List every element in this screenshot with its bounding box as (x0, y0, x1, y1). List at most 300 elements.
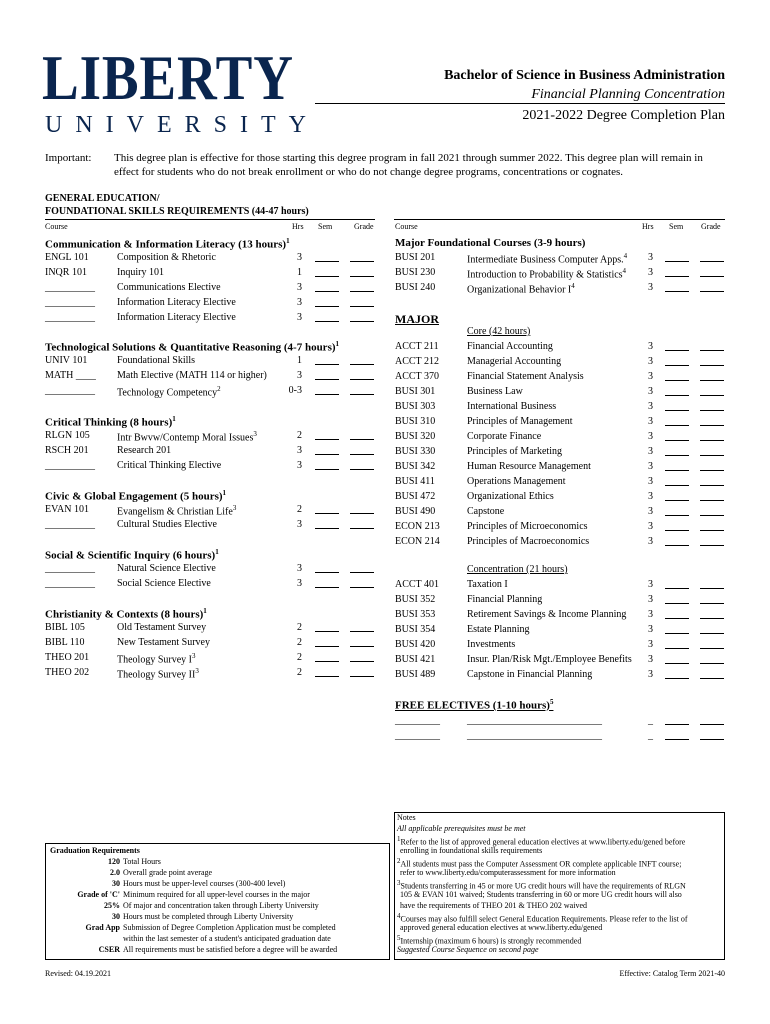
col-course-left: Course (45, 222, 68, 231)
course-name: Theology Survey $II^3$ (117, 667, 199, 681)
grade-blank[interactable] (700, 522, 724, 531)
course-hours: _ (648, 730, 653, 741)
grad-req-value: Hours must be completed through Liberty University (123, 912, 294, 921)
course-name: Evangelism & Christian Life$^3$ (117, 504, 237, 518)
course-code: BUSI 420 (395, 639, 436, 650)
course-name: Financial Planning (467, 594, 543, 605)
important-text-2: effect for students who do not break enrollment or who do not change degree programs, concentrations or cognates. (114, 166, 623, 178)
grade-blank[interactable] (700, 447, 724, 456)
course-name: Corporate Finance (467, 431, 542, 442)
important-text-1: This degree plan is effective for those starting this degree program in fall 2021 through summer 2022. This degree plan will remain in (114, 152, 703, 164)
course-name: Information Literacy Elective (117, 312, 236, 323)
course-name: Business Law (467, 386, 523, 397)
course-hours: 3 (648, 609, 653, 620)
semester-blank[interactable] (315, 505, 339, 514)
col-course-right: Course (395, 222, 418, 231)
course-code: BUSI 310 (395, 416, 436, 427)
course-hours: 3 (648, 579, 653, 590)
semester-blank[interactable] (315, 283, 339, 292)
course-code: BIBL 105 (45, 622, 85, 633)
grade-blank[interactable] (350, 653, 374, 662)
grade-blank[interactable] (700, 670, 724, 679)
grade-blank[interactable] (700, 402, 724, 411)
gened-rule (45, 219, 375, 220)
grade-blank[interactable] (700, 595, 724, 604)
grade-blank[interactable] (700, 387, 724, 396)
semester-blank[interactable] (665, 432, 689, 441)
course-hours: 3 (648, 356, 653, 367)
semester-blank[interactable] (665, 670, 689, 679)
grad-title: Graduation Requirements (50, 846, 140, 855)
note-line: approved general education electives at www.liberty.edu/gened (400, 923, 603, 932)
semester-blank[interactable] (665, 640, 689, 649)
col-grade-left: Grade (354, 222, 374, 231)
course-hours: 3 (648, 401, 653, 412)
course-name: Capstone in Financial Planning (467, 669, 593, 680)
note-line: 105 & EVAN 101 waived; Students transferring in 60 or more UG credit hours will also (400, 890, 682, 899)
course-hours: 3 (648, 252, 653, 263)
semester-blank[interactable] (665, 507, 689, 516)
logo-university: UNIVERSITY (45, 112, 319, 138)
semester-blank[interactable] (665, 625, 689, 634)
course-code: ACCT 370 (395, 371, 439, 382)
course-code: BUSI 201 (395, 252, 436, 263)
gened-title-1: GENERAL EDUCATION/ (45, 193, 160, 204)
course-code: __________ (45, 282, 95, 293)
grade-blank[interactable] (700, 253, 724, 262)
grade-blank[interactable] (350, 431, 374, 440)
grade-blank[interactable] (350, 298, 374, 307)
course-name: ___________________________ (467, 730, 602, 741)
course-code: BUSI 489 (395, 669, 436, 680)
logo-liberty: LIBERTY (42, 42, 294, 113)
grade-blank[interactable] (350, 505, 374, 514)
gened-title-2: FOUNDATIONAL SKILLS REQUIREMENTS (44-47 hours) (45, 206, 309, 217)
semester-blank[interactable] (315, 431, 339, 440)
course-code: ECON 214 (395, 536, 440, 547)
course-hours: 2 (297, 622, 302, 633)
grade-blank[interactable] (350, 579, 374, 588)
semester-blank[interactable] (315, 298, 339, 307)
grade-blank[interactable] (350, 520, 374, 529)
semester-blank[interactable] (665, 357, 689, 366)
course-code: BUSI 472 (395, 491, 436, 502)
footnote-marker: 1 (203, 607, 207, 615)
grad-req-key: CSER (98, 945, 120, 954)
course-name: Operations Management (467, 476, 566, 487)
course-hours: 3 (648, 282, 653, 293)
course-name: Critical Thinking Elective (117, 460, 222, 471)
semester-blank[interactable] (665, 580, 689, 589)
course-code: __________ (45, 312, 95, 323)
semester-blank[interactable] (315, 668, 339, 677)
course-name: Principles of Marketing (467, 446, 562, 457)
semester-blank[interactable] (315, 653, 339, 662)
grade-blank[interactable] (700, 283, 724, 292)
course-code: BUSI 342 (395, 461, 436, 472)
course-name: Information Literacy Elective (117, 297, 236, 308)
core-title: Core (42 hours) (467, 326, 531, 337)
semester-blank[interactable] (665, 253, 689, 262)
grade-blank[interactable] (350, 386, 374, 395)
course-code: BUSI 353 (395, 609, 436, 620)
course-code: __________ (45, 563, 95, 574)
course-name: Technology Competency$^2$ (117, 385, 221, 399)
important-label: Important: (45, 152, 92, 164)
grade-blank[interactable] (350, 638, 374, 647)
note-line: $^4$Courses may also fulfill select General Education Requirements. Please refer to the list of (397, 912, 688, 924)
course-code: __________ (45, 519, 95, 530)
course-hours: 3 (648, 446, 653, 457)
grad-req-value: Overall grade point average (123, 868, 213, 877)
semester-blank[interactable] (315, 461, 339, 470)
course-name: Cultural Studies Elective (117, 519, 217, 530)
course-code: BUSI 411 (395, 476, 435, 487)
course-hours: 3 (648, 267, 653, 278)
semester-blank[interactable] (665, 342, 689, 351)
course-code: RLGN 105 (45, 430, 90, 441)
course-code: ECON 213 (395, 521, 440, 532)
course-name: Introduction to Probability & Statistics$^4$ (467, 267, 627, 281)
course-name: ___________________________ (467, 715, 602, 726)
course-name: Composition & Rhetoric (117, 252, 216, 263)
footnote-marker: 3 (232, 504, 237, 512)
notes-title: Notes (397, 813, 416, 822)
free-electives-title: FREE ELECTIVES (1-10 hours)$^5$ (395, 698, 554, 712)
grad-req-key: 30 (112, 879, 120, 888)
course-code: BUSI 320 (395, 431, 436, 442)
semester-blank[interactable] (665, 537, 689, 546)
footnote-marker: 5 (397, 934, 401, 942)
col-sem-right: Sem (669, 222, 684, 231)
footnote-marker: 4 (397, 912, 401, 920)
grade-blank[interactable] (700, 537, 724, 546)
semester-blank[interactable] (315, 371, 339, 380)
col-grade-right: Grade (701, 222, 721, 231)
course-hours: 2 (297, 430, 302, 441)
footnote-marker: 1 (286, 237, 290, 245)
course-code: __________ (45, 385, 95, 396)
grad-req-key: 120 (108, 857, 120, 866)
course-hours: 2 (297, 652, 302, 663)
grade-blank[interactable] (700, 492, 724, 501)
semester-blank[interactable] (665, 387, 689, 396)
semester-blank[interactable] (665, 492, 689, 501)
semester-blank[interactable] (665, 268, 689, 277)
note-line: enrolling in foundational skills requirements (400, 846, 543, 855)
course-name: Financial Statement Analysis (467, 371, 584, 382)
course-name: Managerial Accounting (467, 356, 562, 367)
course-code: __________ (45, 297, 95, 308)
course-hours: 3 (648, 639, 653, 650)
course-hours: 3 (648, 506, 653, 517)
note-line: $^5$Internship (maximum 6 hours) is strongly recommended (397, 934, 582, 946)
col-hrs-left: Hrs (292, 222, 304, 231)
course-hours: 3 (648, 536, 653, 547)
course-name: Estate Planning (467, 624, 530, 635)
course-code: ACCT 211 (395, 341, 439, 352)
course-code: INQR 101 (45, 267, 87, 278)
course-hours: 1 (297, 267, 302, 278)
course-code: ENGL 101 (45, 252, 89, 263)
effective-term: Effective: Catalog Term 2021-40 (619, 969, 725, 978)
note-line: $^3$Students transferring in 45 or more UG credit hours will have the requirements of RLGN (397, 879, 686, 891)
grade-blank[interactable] (350, 283, 374, 292)
course-code: BUSI 352 (395, 594, 436, 605)
grade-blank[interactable] (350, 446, 374, 455)
course-hours: 3 (648, 371, 653, 382)
course-code: _________ (395, 715, 440, 726)
grad-req-key: 30 (112, 912, 120, 921)
grad-req-value: within the last semester of a student's anticipated graduation date (123, 934, 331, 943)
course-code: BIBL 110 (45, 637, 85, 648)
page-title: Bachelor of Science in Business Administration (444, 68, 725, 83)
course-code: THEO 202 (45, 667, 90, 678)
note-line: $^1$Refer to the list of approved general education electives at www.liberty.edu/gened before (397, 835, 686, 847)
course-hours: 3 (648, 624, 653, 635)
grade-blank[interactable] (700, 372, 724, 381)
grade-blank[interactable] (350, 461, 374, 470)
right-rule (394, 219, 725, 220)
course-code: ACCT 401 (395, 579, 439, 590)
semester-blank[interactable] (665, 655, 689, 664)
course-name: Financial Accounting (467, 341, 553, 352)
footnote-marker: 3 (397, 879, 401, 887)
course-code: BUSI 301 (395, 386, 436, 397)
course-hours: 3 (648, 416, 653, 427)
semester-blank[interactable] (315, 623, 339, 632)
grade-blank[interactable] (700, 342, 724, 351)
course-name: Communications Elective (117, 282, 221, 293)
semester-blank[interactable] (665, 462, 689, 471)
course-hours: 3 (648, 341, 653, 352)
course-name: Natural Science Elective (117, 563, 216, 574)
grade-blank[interactable] (700, 432, 724, 441)
grade-blank[interactable] (700, 507, 724, 516)
footnote-marker: 2 (217, 385, 221, 393)
col-sem-left: Sem (318, 222, 333, 231)
course-hours: 3 (648, 431, 653, 442)
course-code: BUSI 240 (395, 282, 436, 293)
grade-blank[interactable] (700, 610, 724, 619)
course-code: BUSI 330 (395, 446, 436, 457)
semester-blank[interactable] (665, 477, 689, 486)
course-code: MATH ____ (45, 370, 96, 381)
semester-blank[interactable] (665, 283, 689, 292)
course-name: Intermediate Business Computer Apps.$^4$ (467, 252, 628, 266)
course-name: Capstone (467, 506, 505, 517)
note-line: All applicable prerequisites must be met (397, 824, 526, 833)
grad-req-key: Grade of 'C' (77, 890, 120, 899)
course-name: Principles of Microeconomics (467, 521, 588, 532)
course-hours: 3 (297, 282, 302, 293)
footnote-marker: 3 (195, 667, 199, 675)
course-hours: 3 (297, 578, 302, 589)
course-code: UNIV 101 (45, 355, 88, 366)
footnote-marker: 3 (253, 430, 257, 438)
course-hours: 3 (648, 386, 653, 397)
footnote-marker: 1 (222, 489, 227, 497)
grade-blank[interactable] (700, 462, 724, 471)
section-title: Technological Solutions & Quantitative Reasoning (4-7 hours)$^1$ (45, 340, 340, 354)
course-name: Human Resource Management (467, 461, 591, 472)
semester-blank[interactable] (315, 638, 339, 647)
major-title: MAJOR (395, 312, 439, 326)
course-hours: 3 (648, 476, 653, 487)
course-hours: 2 (297, 504, 302, 515)
section-title: Communication & Information Literacy (13 hours)$^1$ (45, 237, 290, 251)
grade-blank[interactable] (350, 356, 374, 365)
footnote-marker: 1 (397, 835, 401, 843)
grad-req-value: Minimum required for all upper-level courses in the major (123, 890, 310, 899)
course-hours: 3 (648, 669, 653, 680)
semester-blank[interactable] (665, 595, 689, 604)
concentration-section-title: Concentration (21 hours) (467, 564, 568, 575)
grade-blank[interactable] (350, 371, 374, 380)
footnote-marker: 1 (335, 340, 340, 348)
plan-title: 2021-2022 Degree Completion Plan (522, 108, 725, 123)
course-hours: 1 (297, 355, 302, 366)
semester-blank[interactable] (315, 564, 339, 573)
course-hours: 3 (648, 491, 653, 502)
course-code: EVAN 101 (45, 504, 89, 515)
semester-blank[interactable] (665, 447, 689, 456)
course-name: Organizational Ethics (467, 491, 554, 502)
grad-req-key: 25% (104, 901, 120, 910)
course-code: RSCH 201 (45, 445, 89, 456)
section-title: Social & Scientific Inquiry (6 hours)$^1$ (45, 548, 219, 562)
course-name: International Business (467, 401, 557, 412)
grade-blank[interactable] (700, 625, 724, 634)
course-code: __________ (45, 578, 95, 589)
grade-blank[interactable] (350, 253, 374, 262)
grade-blank[interactable] (700, 477, 724, 486)
note-line: have the requirements of THEO 201 & THEO 202 waived (400, 901, 587, 910)
course-hours: 3 (297, 563, 302, 574)
course-name: Principles of Management (467, 416, 573, 427)
grad-req-value: Total Hours (123, 857, 161, 866)
grad-req-key: Grad App (85, 923, 120, 932)
grade-blank[interactable] (350, 623, 374, 632)
grade-blank[interactable] (700, 731, 724, 740)
grade-blank[interactable] (350, 313, 374, 322)
course-code: BUSI 490 (395, 506, 436, 517)
revised-date: Revised: 04.19.2021 (45, 969, 111, 978)
course-name: Principles of Macroeconomics (467, 536, 590, 547)
course-name: Taxation I (467, 579, 508, 590)
semester-blank[interactable] (665, 716, 689, 725)
note-line: refer to www.liberty.edu/computerassessment for more information (400, 868, 616, 877)
semester-blank[interactable] (665, 522, 689, 531)
course-hours: 3 (297, 297, 302, 308)
course-code: ACCT 212 (395, 356, 439, 367)
footnote-marker: 4 (622, 267, 627, 275)
grade-blank[interactable] (350, 268, 374, 277)
course-hours: 3 (648, 461, 653, 472)
grad-req-key: 2.0 (110, 868, 120, 877)
footnote-marker: 2 (397, 857, 401, 865)
grade-blank[interactable] (350, 564, 374, 573)
course-hours: 3 (297, 519, 302, 530)
grad-req-value: Submission of Degree Completion Application must be completed (123, 923, 336, 932)
header-rule (315, 103, 725, 104)
semester-blank[interactable] (665, 402, 689, 411)
semester-blank[interactable] (315, 253, 339, 262)
course-name: Retirement Savings & Income Planning (467, 609, 627, 620)
grade-blank[interactable] (700, 640, 724, 649)
course-name: Research 201 (117, 445, 172, 456)
section-title: Civic & Global Engagement (5 hours)$^1$ (45, 489, 227, 503)
course-code: THEO 201 (45, 652, 90, 663)
course-hours: 3 (297, 252, 302, 263)
semester-blank[interactable] (315, 520, 339, 529)
grade-blank[interactable] (700, 417, 724, 426)
course-hours: _ (648, 715, 653, 726)
semester-blank[interactable] (315, 579, 339, 588)
course-hours: 3 (297, 460, 302, 471)
semester-blank[interactable] (315, 386, 339, 395)
course-name: Insur. Plan/Risk Mgt./Employee Benefits (467, 654, 632, 665)
footnote-marker: 3 (192, 652, 196, 660)
semester-blank[interactable] (315, 268, 339, 277)
course-code: BUSI 303 (395, 401, 436, 412)
grade-blank[interactable] (700, 580, 724, 589)
course-name: Theology Survey $I^3$ (117, 652, 196, 666)
note-line: Suggested Course Sequence on second page (397, 945, 539, 954)
course-name: Inquiry 101 (117, 267, 164, 278)
semester-blank[interactable] (665, 417, 689, 426)
course-hours: 3 (297, 370, 302, 381)
course-hours: 3 (297, 445, 302, 456)
semester-blank[interactable] (665, 610, 689, 619)
grade-blank[interactable] (700, 655, 724, 664)
course-name: Intr Bwvw/Contemp Moral Issues$^3$ (117, 430, 257, 444)
footnote-marker: 1 (172, 415, 176, 423)
grad-req-value: Hours must be upper-level courses (300-400 level) (123, 879, 286, 888)
semester-blank[interactable] (315, 313, 339, 322)
course-code: __________ (45, 460, 95, 471)
concentration-title: Financial Planning Concentration (531, 87, 725, 102)
foundational-title: Major Foundational Courses (3-9 hours) (395, 237, 586, 249)
course-hours: 3 (648, 654, 653, 665)
grade-blank[interactable] (700, 716, 724, 725)
course-name: Foundational Skills (117, 355, 196, 366)
footnote-marker: 4 (623, 252, 628, 260)
note-line: $^2$All students must pass the Computer Assessment OR complete applicable INFT course; (397, 857, 682, 869)
course-hours: 3 (648, 594, 653, 605)
grade-blank[interactable] (350, 668, 374, 677)
course-hours: 0-3 (288, 385, 302, 396)
course-name: Organizational Behavior $I^4$ (467, 282, 575, 296)
course-name: Old Testament Survey (117, 622, 207, 633)
course-name: Investments (467, 639, 516, 650)
semester-blank[interactable] (315, 446, 339, 455)
semester-blank[interactable] (665, 731, 689, 740)
col-hrs-right: Hrs (642, 222, 654, 231)
course-hours: 2 (297, 667, 302, 678)
semester-blank[interactable] (665, 372, 689, 381)
grade-blank[interactable] (700, 357, 724, 366)
course-hours: 2 (297, 637, 302, 648)
course-code: BUSI 354 (395, 624, 436, 635)
grad-req-value: All requirements must be satisfied before a degree will be awarded (123, 945, 338, 954)
course-code: BUSI 230 (395, 267, 436, 278)
section-title: Christianity & Contexts (8 hours)$^1$ (45, 607, 207, 621)
course-name: New Testament Survey (117, 637, 210, 648)
course-code: BUSI 421 (395, 654, 436, 665)
grade-blank[interactable] (700, 268, 724, 277)
semester-blank[interactable] (315, 356, 339, 365)
